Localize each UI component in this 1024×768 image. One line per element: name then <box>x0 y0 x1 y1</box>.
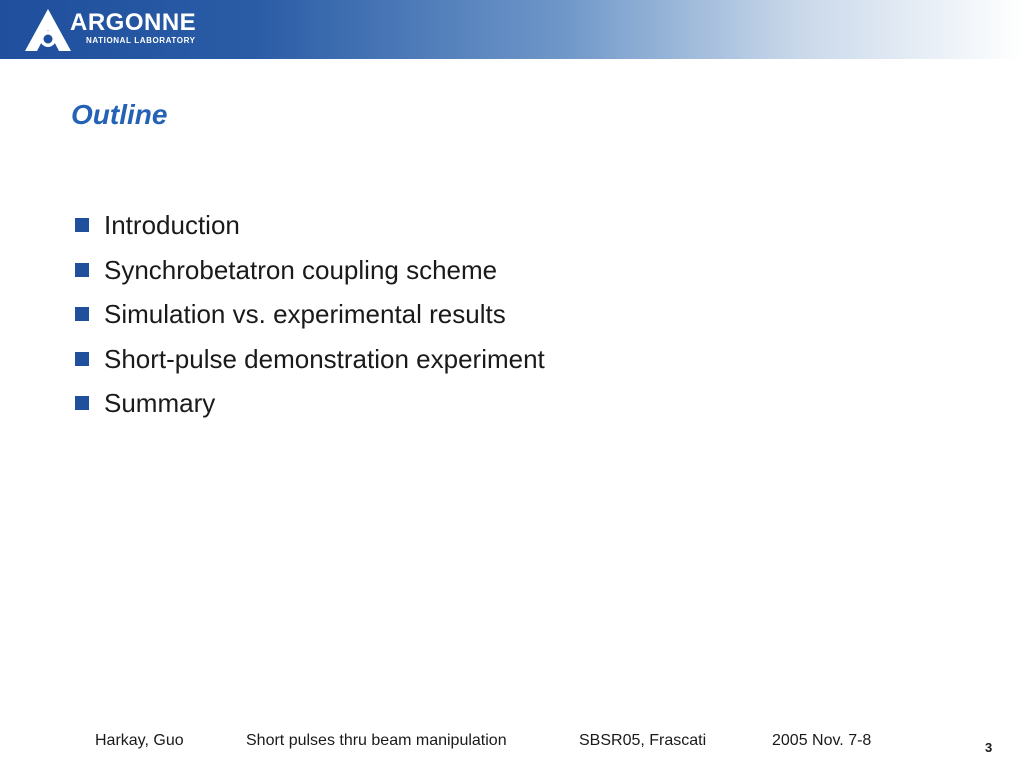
outline-item-simulation <box>74 295 545 340</box>
logo-subtitle: NATIONAL LABORATORY <box>86 36 196 45</box>
outline-item-summary <box>74 384 545 429</box>
footer-date: 2005 Nov. 7-8 <box>772 732 872 749</box>
outline-item-short-pulse <box>74 340 545 385</box>
outline-item-label: Synchrobetatron coupling scheme <box>104 254 498 285</box>
outline-item-introduction <box>74 206 545 251</box>
page-number: 3 <box>985 740 993 755</box>
outline-item-label: Introduction <box>104 210 240 240</box>
square-bullet-icon <box>75 218 89 232</box>
outline-item-label: Summary <box>104 388 216 418</box>
slide-footer <box>0 728 1024 758</box>
slide-title: Outline <box>71 99 168 130</box>
outline-item-synchrobetatron <box>74 251 545 296</box>
header-band <box>0 0 1024 59</box>
argonne-logo <box>24 8 214 52</box>
square-bullet-icon <box>75 263 89 277</box>
footer-venue: SBSR05, Frascati <box>579 732 707 749</box>
footer-talk-title: Short pulses thru beam manipulation <box>246 732 507 749</box>
square-bullet-icon <box>75 396 89 410</box>
outline-item-label: Simulation vs. experimental results <box>104 299 506 329</box>
square-bullet-icon <box>75 307 89 321</box>
square-bullet-icon <box>75 352 89 366</box>
footer-authors: Harkay, Guo <box>95 732 184 749</box>
outline-list <box>74 206 545 429</box>
logo-wordmark: ARGONNE <box>70 9 197 36</box>
outline-item-label: Short-pulse demonstration experiment <box>104 343 545 374</box>
argonne-a-logo-icon <box>24 8 72 52</box>
